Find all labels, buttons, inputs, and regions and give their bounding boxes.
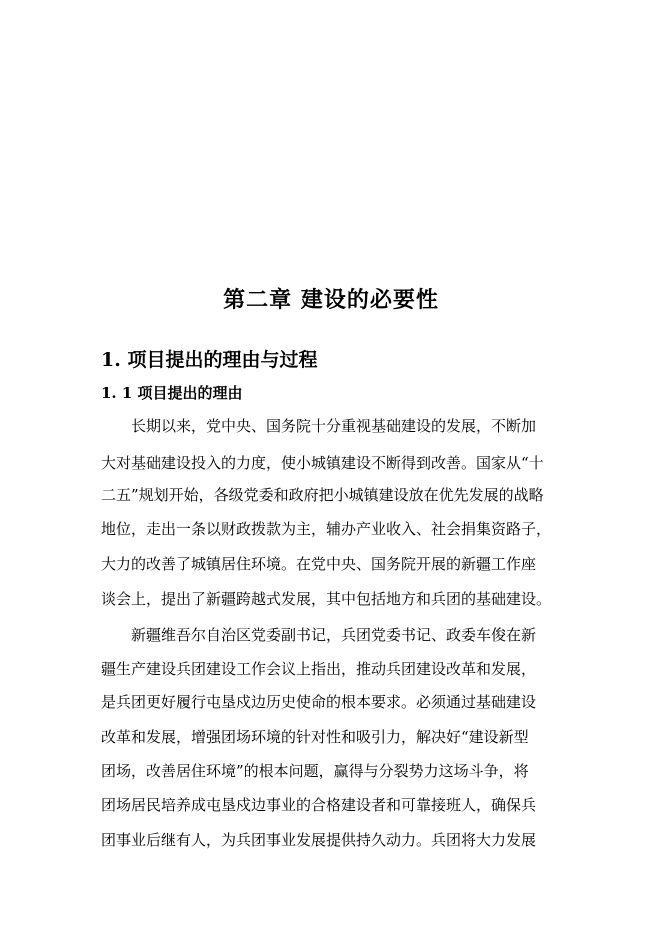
chapter-title: 第二章 建设的必要性 <box>223 287 439 313</box>
paragraph-line: 团场居民培养成屯垦戍边事业的合格建设者和可靠接班人，确保兵 <box>101 796 537 814</box>
paragraph-line: 大力的改善了城镇居住环境。在党中央、国务院开展的新疆工作座 <box>101 555 537 573</box>
paragraph-line: 团场，改善居住环境”的根本问题，赢得与分裂势力这场斗争，将 <box>101 762 529 780</box>
subsection-heading: 1. 1 项目提出的理由 <box>101 384 243 402</box>
paragraph-line: 谈会上，提出了新疆跨越式发展，其中包括地方和兵团的基础建设。 <box>101 590 552 608</box>
paragraph-line: 二五”规划开始，各级党委和政府把小城镇建设放在优先发展的战略 <box>101 486 544 504</box>
section-heading: 1. 项目提出的理由与过程 <box>101 349 318 371</box>
paragraph-line: 疆生产建设兵团建设工作会议上指出，推动兵团建设改革和发展， <box>101 660 537 678</box>
paragraph-line: 长期以来，党中央、国务院十分重视基础建设的发展，不断加 <box>131 417 537 435</box>
paragraph-line: 团事业后继有人，为兵团事业发展提供持久动力。兵团将大力发展 <box>101 831 537 849</box>
paragraph-line: 地位，走出一条以财政拨款为主，辅办产业收入、社会捐集资路子， <box>101 520 552 538</box>
paragraph-line: 是兵团更好履行屯垦戍边历史使命的根本要求。必须通过基础建设 <box>101 693 537 711</box>
paragraph-line: 大对基础建设投入的力度，使小城镇建设不断得到改善。国家从“十 <box>101 454 544 472</box>
paragraph-line: 新疆维吾尔自治区党委副书记，兵团党委书记、政委车俊在新 <box>131 626 537 644</box>
paragraph-line: 改革和发展，增强团场环境的针对性和吸引力，解决好“建设新型 <box>101 728 529 746</box>
